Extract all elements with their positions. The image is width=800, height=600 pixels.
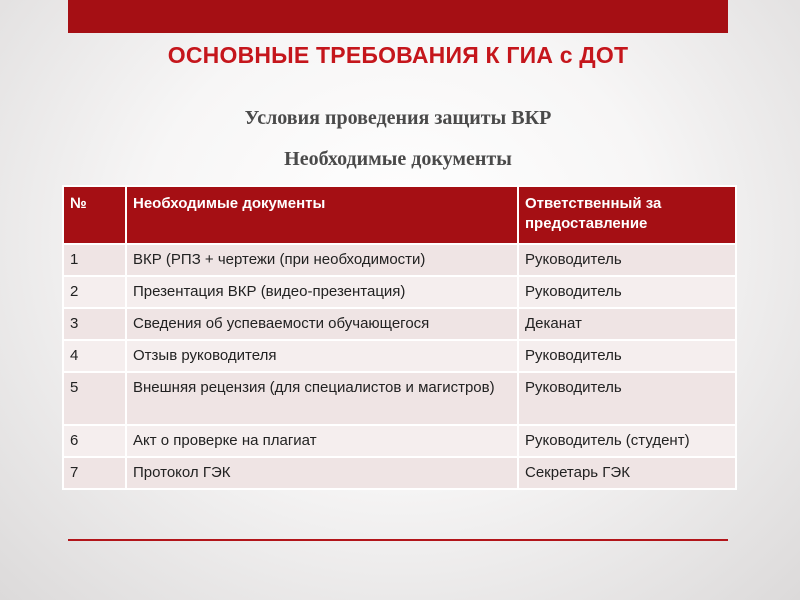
row-number: 5	[63, 372, 126, 425]
row-document: Презентация ВКР (видео-презентация)	[126, 276, 518, 308]
table-row	[63, 372, 736, 425]
table-row	[63, 244, 736, 276]
row-document: Сведения об успеваемости обучающегося	[126, 308, 518, 340]
row-responsible: Руководитель	[518, 244, 736, 276]
row-responsible: Руководитель	[518, 340, 736, 372]
header-number: №	[63, 186, 126, 244]
slide-title: ОСНОВНЫЕ ТРЕБОВАНИЯ К ГИА с ДОТ	[167, 42, 629, 68]
table-row	[63, 340, 736, 372]
subtitle-conditions: Условия проведения защиты ВКР	[244, 107, 552, 129]
row-responsible: Секретарь ГЭК	[518, 457, 736, 489]
header-documents: Необходимые документы	[126, 186, 518, 244]
row-document: Протокол ГЭК	[126, 457, 518, 489]
row-number: 4	[63, 340, 126, 372]
row-responsible: Руководитель	[518, 276, 736, 308]
row-responsible: Руководитель (студент)	[518, 425, 736, 457]
row-number: 3	[63, 308, 126, 340]
row-document: Акт о проверке на плагиат	[126, 425, 518, 457]
header-responsible: Ответственный за предоставление	[518, 186, 736, 244]
row-number: 1	[63, 244, 126, 276]
table-header-row	[63, 186, 736, 244]
row-number: 7	[63, 457, 126, 489]
subtitle-documents: Необходимые документы	[284, 148, 512, 170]
row-responsible: Деканат	[518, 308, 736, 340]
bottom-divider	[68, 539, 728, 541]
documents-table	[62, 185, 737, 490]
row-number: 6	[63, 425, 126, 457]
row-document: Внешняя рецензия (для специалистов и магистров)	[126, 372, 518, 425]
row-responsible: Руководитель	[518, 372, 736, 425]
top-accent-bar	[68, 0, 728, 33]
row-number: 2	[63, 276, 126, 308]
table-row	[63, 425, 736, 457]
row-document: Отзыв руководителя	[126, 340, 518, 372]
row-document: ВКР (РПЗ + чертежи (при необходимости)	[126, 244, 518, 276]
table-row	[63, 276, 736, 308]
table-row	[63, 308, 736, 340]
table-row	[63, 457, 736, 489]
